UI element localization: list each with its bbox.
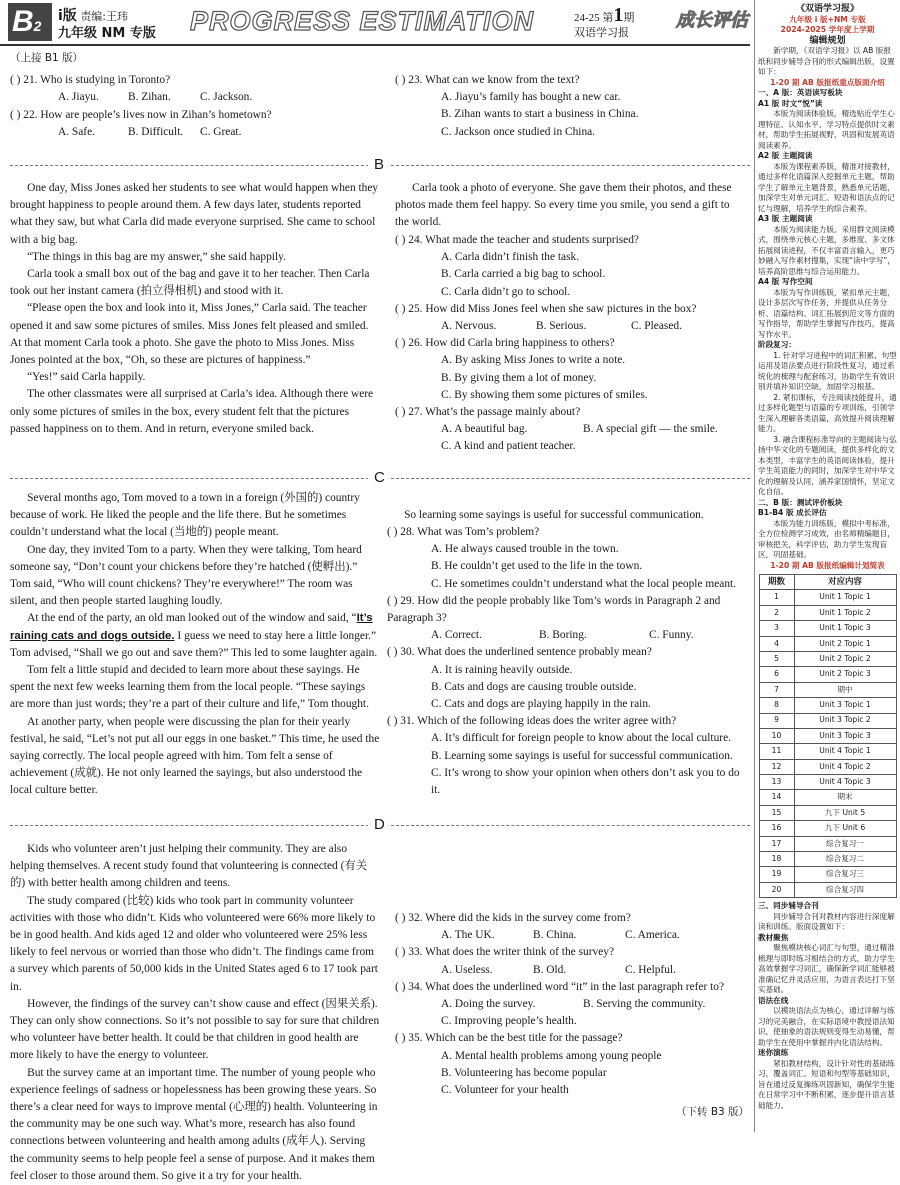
- issue-number: 24-25 第1期: [574, 4, 635, 26]
- questions-c: ( ) 28. What was Tom’s problem? A. He always caused trouble in the town. B. He couldn’t get used to the life in the town. C. He sometimes couldn’t understand what the local people meant. ( ) 29. How did the people probably like Tom’s words in Paragraph 2 and Paragraph 3? A. Correct. B. Boring. C. Funny. ( ) 30. What does the underlined sentence probably mean? A. It is raining heavily outside. B. Cats and dogs are causing trouble outside. C. Cats and dogs are playing happily in the rain. ( ) 31. Which of the following ideas does the writer agree with? A. It’s difficult for foreign people to know about the local culture. B. Learning some sayings is useful for successful communication. C. It’s wrong to show your opinion when others don’t ask you to do it.: [387, 526, 740, 797]
- issue-cell: 15: [759, 805, 794, 820]
- content-cell: Unit 2 Topic 1: [794, 636, 896, 651]
- passage-b-left: One day, Miss Jones asked her students to see what would happen when they brought happiness to people around them. A few days later, students reported what they saw, but what Carla did made everyone surprised. She came to school with a big bag. “The things in this bag are my answer,” she said happily. Carla took a small box out of the bag and gave it to her teacher. Then Carla took out her instant camera (拍立得相机) and stood with it. “Please open the box and look into it, Miss Jones,” Carla said. The teacher opened it and saw some pictures of smiles. Miss Jones felt pleased and smiled. At that moment Carla took a photo. She gave the photo to Miss Jones. Miss Jones pointed at the box, “Oh, so these are pictures of happiness.” “Yes!” said Carla happily. The other classmates were all surprised at Carla’s idea. Although there were only some pictures of smiles in the box, every student felt that the pictures passed happiness on to them. And in return, everyone smiled back.: [10, 182, 379, 435]
- issue-cell: 20: [759, 882, 794, 897]
- passage-c-left: Several months ago, Tom moved to a town in a foreign (外国的) country because of work. He liked the people and the life there. But he sometimes couldn’t understand what the local (当地的) people meant. One day, they invited Tom to a party. When they were talking, Tom heard someone say, “Don’t count your chickens before they’re hatched (使孵出).” Tom said, “Who will count chickens? They’re everywhere!” The room was silent, and then people started laughing loudly. At the end of the party, an old man looked out of the window and said, “It’s raining cats and dogs outside. I guess we need to stay here a little longer.” Tom advised, “Shall we go out and save them?” This led to some laughter again. Tom felt a little stupid and decided to learn more about these sayings. He spent the next few weeks learning them from the local people. “These sayings are more than just words; they’re a part of their culture and life,” Tom thought. At another party, when people were discussing the plan for their yearly festival, he said, “Let’s not put all our eggs in one basket.” This time, he used the saying correctly. The local people agreed with him. Tom felt a sense of achievement (成就). He not only learned the sayings, but also understood the local culture better.: [10, 492, 380, 797]
- content-cell: Unit 2 Topic 2: [794, 651, 896, 666]
- issue-cell: 7: [759, 682, 794, 697]
- plan-table-row: [759, 790, 896, 805]
- content-cell: Unit 4 Topic 2: [794, 759, 896, 774]
- question-21: ( ) 21. Who is studying in Toronto? A. Jiayu. B. Zihan. C. Jackson.: [10, 74, 253, 104]
- plan-table-row: [759, 636, 896, 651]
- passage-b-right: Carla took a photo of everyone. She gave them their photos, and these photos made them feel happy. So every time you smile, you send a gift to the world.: [395, 182, 732, 229]
- plan-table-row: [759, 698, 896, 713]
- passage-c-right: So learning some sayings is useful for successful communication.: [404, 509, 704, 521]
- issue-cell: 11: [759, 744, 794, 759]
- question-22: ( ) 22. How are people’s lives now in Zihan’s hometown? A. Safe. B. Difficult. C. Great.: [10, 109, 272, 139]
- plan-table-row: [759, 605, 896, 620]
- content-cell: Unit 3 Topic 2: [794, 713, 896, 728]
- plan-table-row: [759, 867, 896, 882]
- issue-cell: 2: [759, 605, 794, 620]
- content-cell: Unit 4 Topic 1: [794, 744, 896, 759]
- plan-table-row: [759, 805, 896, 820]
- continued-to: （下转 B3 版）: [676, 1106, 750, 1118]
- content-cell: Unit 3 Topic 1: [794, 698, 896, 713]
- plan-table-row: [759, 775, 896, 790]
- passage-d-left: Kids who volunteer aren’t just helping their community. They are also helping themselves. A recent study found that volunteering is connected (有关的) with better health among children and teens. The study compared (比较) kids who took part in community volunteer activities with those who didn’t. Kids who volunteered were 66% more likely to be in good health. And kids aged 12 and older who volunteered were 25% less likely to feel nervous or worried than those who didn’t. The findings came from a survey which parents of 50,000 kids in the United States aged 6 to 17 took part in. However, the findings of the survey can’t show cause and effect (因果关系). They can only show connections. So it’s not possible to say for sure that children who volunteer have better health. It could be that children in good health are more likely to have the energy to volunteer. But the survey came at an important time. The number of young people who experience feelings of sadness or hopelessness has been growing these years. So there’s a clear need for ways to improve mental (心理的) health. Volunteering in the community may be one such way. What’s more, research has also found connections between volunteering and health among adults (成年人). Serving the community seems to help people feel a sense of purpose. And it makes them feel closer to those around them. So give it a try for your health.: [10, 843, 380, 1182]
- banner-title: PROGRESS ESTIMATION: [190, 6, 535, 36]
- sidebar-editorial-plan: 《双语学习报》 九年级 i 版+NM 专版 2024-2025 学年度上学期 编辑规划 新学期，《双语学习报》以 AB 版报纸和同步辅导合刊的形式编辑出版，设置如下： 1-20 期 AB 版报纸重点版面介绍 一、A 版：英语读写板块 A1 版 时文“悦”读 本版为阅读体验版，精选贴近学生心理特征、认知水平、学习特点提供时文素材，帮助学生拓展视野，巩固和发展英语阅读素养。 A2 版 主题阅读 本版为课程素养版，精准对接教材，通过多样化语篇深入挖掘单元主题，帮助学生了解单元主题背景，熟悉单元话题，加深学生对单元词汇、短语和语法点的记忆与理解，培养学生的综合素养。 A3 版 主题阅读 本版为阅读能力版。采用群文阅读模式，围绕单元核心主题，多维度、多文体拓展阅读进程，不仅丰富语言输入，更巧妙融入写作素材搜集，实现“读中学写”，培养高阶思维与综合运用能力。 A4 版 写作空间 本版为写作训练版，紧扣单元主题，设计多层次写作任务，并提供从任务分析、语篇结构、词汇拓展到范文等方面的写作指导，帮助学生掌握写作技巧，提高写作水平。 阶段复习： 1. 针对学习进程中的词汇积累、句型运用及语法要点进行阶段性复习，通过系统化的梳理与配套练习，协助学生有效识别并填补知识空缺，加固学习根基。 2. 紧扣课标，专注阅读技能提升，通过多样化题型与语篇的专项训练，引领学生深入理解各类语篇，高效提升阅读理解能力。 3. 融合课程标准导向的主题阅读与弘扬中华文化的专题阅读，提供多样化的文本类型，丰富学生的英语阅读体验，提升学生英语能力的同时，加深学生对中华文化的理解及认同，涵养家国情怀，坚定文化自信。 二、B 版：测试评价板块 B1-B4 版 成长评估 本版为能力训练版，模拟中考标准，全方位检测学习成效，由名师精编题目，审核把关，科学评估，助力学生发现盲区，巩固基础。 1-20 期 AB 版报纸编辑计划简表 期数 对应内容 1 Unit 1 Topic 1 2 Unit 1 Topic 2 3 Unit 1 Topic 3 4 Unit 2 Topic 1 5 Unit 2 Topic 2 6 Unit 2 Topic 3 7 期中 8 Unit 3 Topic 1 9 Unit 3 Topic 2 10 Unit 3 Topic 3 11 Unit 4 Topic 1 12 Unit 4 Topic 2 13 Unit 4 Topic 3 14 期末 15 九下 Unit 5 16 九下 Unit 6 17 综合复习一 18 综合复习二 19 综合复习三 20 综合复习四 三、同步辅导合刊 同步辅导合刊对教材内容进行深度解读和训练。版面设置如下： 教材聚焦 聚焦模块核心词汇与句型，通过精准梳理与即时练习相结合的方式，助力学生高效掌握学习词汇，确保新学词汇能够被准确记忆并灵活应用，为语言表达打下坚实基础。 语法在线 以模块语法点为核心，通过详解与练习的完美融合，在实际语境中教授语法知识，使抽象的语法规则变得生动易懂，帮助学生在使用中掌握并内化语法结构。 迷你演练 紧扣教材结构，设计针对性的基础练习，覆盖词汇、短语和句型等基础知识，旨在通过反复操练巩固新知，确保学生能在日常学习中不断积累，逐步提升语言基础能力。: [754, 0, 900, 1132]
- plan-table: 期数 对应内容 1 Unit 1 Topic 1 2 Unit 1 Topic 2 3 Unit 1 Topic 3 4 Unit 2 Topic 1 5 Unit 2 Topic 2 6 Unit 2 Topic 3 7 期中 8 Unit 3 Topic 1 9 Unit 3 Topic 2 10 Unit 3 Topic 3 11 Unit 4 Topic 1 12 Unit 4 Topic 2 13 Unit 4 Topic 3 14 期末 15 九下 Unit 5 16 九下 Unit 6 17 综合复习一 18 综合复习二 19 综合复习三 20 综合复习四: [759, 574, 897, 898]
- issue-cell: 18: [759, 852, 794, 867]
- section-b-letter: B: [368, 156, 390, 173]
- plan-table-row: [759, 836, 896, 851]
- content-cell: 期末: [794, 790, 896, 805]
- content-cell: Unit 1 Topic 3: [794, 621, 896, 636]
- underlined-sentence: It’s raining cats and dogs outside.: [10, 612, 373, 642]
- content-cell: Unit 2 Topic 3: [794, 667, 896, 682]
- plan-table-row: [759, 852, 896, 867]
- section-name: 成长评估: [676, 10, 748, 31]
- issue-cell: 16: [759, 821, 794, 836]
- plan-table-row: [759, 728, 896, 743]
- edition-logo: B2: [8, 3, 52, 41]
- content-cell: 综合复习四: [794, 882, 896, 897]
- content-cell: 九下 Unit 6: [794, 821, 896, 836]
- questions-d: ( ) 32. Where did the kids in the survey come from? A. The UK. B. China. C. America. ( ) 33. What does the writer think of the survey? A. Useless. B. Old. C. Helpful. ( ) 34. What does the underlined word “it” in the last paragraph refer to? A. Doing the survey. B. Serving the community. C. Improving people’s health. ( ) 35. Which can be the best title for the passage? A. Mental health problems among young people B. Volunteering has become popular C. Volunteer for your health: [395, 912, 725, 1097]
- paper-name: 双语学习报: [574, 26, 629, 39]
- issue-cell: 5: [759, 651, 794, 666]
- section-c-letter: C: [368, 469, 391, 486]
- issue-cell: 9: [759, 713, 794, 728]
- content-cell: 综合复习二: [794, 852, 896, 867]
- plan-table-row: [759, 882, 896, 897]
- section-d-letter: D: [368, 816, 391, 833]
- content-cell: Unit 4 Topic 3: [794, 775, 896, 790]
- plan-table-row: [759, 713, 896, 728]
- content-cell: Unit 1 Topic 2: [794, 605, 896, 620]
- content-cell: Unit 1 Topic 1: [794, 590, 896, 605]
- grade-label: 九年级 NM 专版: [58, 26, 156, 41]
- issue-cell: 3: [759, 621, 794, 636]
- plan-table-row: [759, 621, 896, 636]
- plan-table-row: [759, 590, 896, 605]
- issue-cell: 14: [759, 790, 794, 805]
- questions-b: ( ) 24. What made the teacher and students surprised? A. Carla didn’t finish the task. B. Carla carried a big bag to school. C. Carla didn’t go to school. ( ) 25. How did Miss Jones feel when she saw pictures in the box? A. Nervous. B. Serious. C. Pleased. ( ) 26. How did Carla bring happiness to others? A. By asking Miss Jones to write a note. B. By giving them a lot of money. C. By showing them some pictures of smiles. ( ) 27. What’s the passage mainly about? A. A beautiful bag. B. A special gift — the smile. C. A kind and patient teacher.: [395, 234, 718, 453]
- plan-table-row: [759, 821, 896, 836]
- header-rule: [0, 44, 750, 46]
- issue-cell: 1: [759, 590, 794, 605]
- issue-cell: 10: [759, 728, 794, 743]
- edition-line: i版 责编:王玮: [58, 8, 129, 24]
- content-cell: 综合复习一: [794, 836, 896, 851]
- content-cell: Unit 3 Topic 3: [794, 728, 896, 743]
- issue-cell: 19: [759, 867, 794, 882]
- issue-cell: 6: [759, 667, 794, 682]
- plan-table-row: [759, 667, 896, 682]
- content-cell: 综合复习三: [794, 867, 896, 882]
- plan-table-row: [759, 759, 896, 774]
- issue-cell: 8: [759, 698, 794, 713]
- plan-table-row: [759, 744, 896, 759]
- content-cell: 九下 Unit 5: [794, 805, 896, 820]
- content-cell: 期中: [794, 682, 896, 697]
- continued-from: （上接 B1 版）: [10, 52, 84, 64]
- issue-cell: 17: [759, 836, 794, 851]
- plan-table-row: [759, 682, 896, 697]
- question-23: ( ) 23. What can we know from the text? A. Jiayu’s family has bought a new car. B. Zihan wants to start a business in China. C. Jackson once studied in China.: [395, 74, 639, 138]
- issue-cell: 13: [759, 775, 794, 790]
- issue-cell: 12: [759, 759, 794, 774]
- plan-table-row: [759, 651, 896, 666]
- issue-cell: 4: [759, 636, 794, 651]
